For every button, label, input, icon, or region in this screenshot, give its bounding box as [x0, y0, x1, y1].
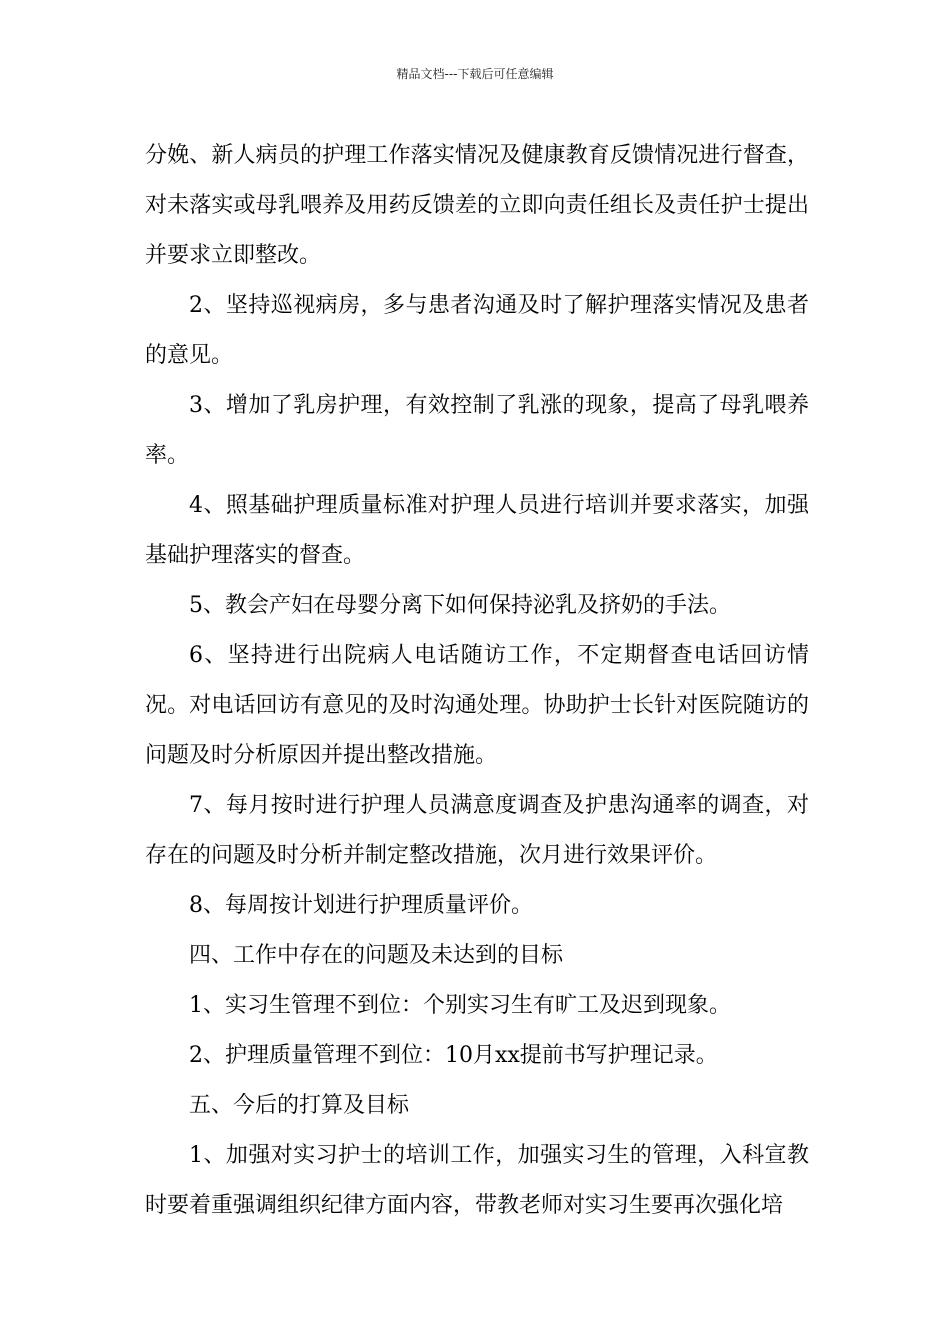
document-body: [145, 131, 809, 1231]
paragraph-item-8: 8、每周按计划进行护理质量评价。: [189, 893, 533, 918]
section-heading-4: 四、工作中存在的问题及未达到的目标: [189, 943, 564, 968]
paragraph-item-7: 7、每月按时进行护理人员满意度调查及护患沟通率的调查，对存在的问题及时分析并制定整改措施，次月进行效果评价。: [145, 793, 809, 868]
paragraph-item-6: 6、坚持进行出院病人电话随访工作，不定期督查电话回访情况。对电话回访有意见的及时沟通处理。协助护士长针对医院随访的问题及时分析原因并提出整改措施。: [145, 643, 809, 768]
paragraph-problem-1: 1、实习生管理不到位：个别实习生有旷工及迟到现象。: [189, 993, 731, 1018]
paragraph-problem-2: 2、护理质量管理不到位：10月xx提前书写护理记录。: [189, 1043, 718, 1068]
paragraph-continuation: 分娩、新人病员的护理工作落实情况及健康教育反馈情况进行督查，对未落实或母乳喂养及用药反馈差的立即向责任组长及责任护士提出并要求立即整改。: [145, 143, 809, 268]
paragraph-item-2: 2、坚持巡视病房，多与患者沟通及时了解护理落实情况及患者的意见。: [145, 293, 809, 368]
page-header: 精品文档---下载后可任意编辑: [396, 67, 554, 81]
paragraph-item-4: 4、照基础护理质量标准对护理人员进行培训并要求落实，加强基础护理落实的督查。: [145, 493, 809, 568]
paragraph-item-5: 5、教会产妇在母婴分离下如何保持泌乳及挤奶的手法。: [189, 593, 731, 618]
paragraph-item-3: 3、增加了乳房护理，有效控制了乳涨的现象，提高了母乳喂养率。: [145, 393, 809, 468]
section-heading-5: 五、今后的打算及目标: [189, 1093, 410, 1118]
paragraph-plan-1: 1、加强对实习护士的培训工作，加强实习生的管理，入科宣教时要着重强调组织纪律方面内容，带教老师对实习生要再次强化培: [145, 1143, 809, 1218]
